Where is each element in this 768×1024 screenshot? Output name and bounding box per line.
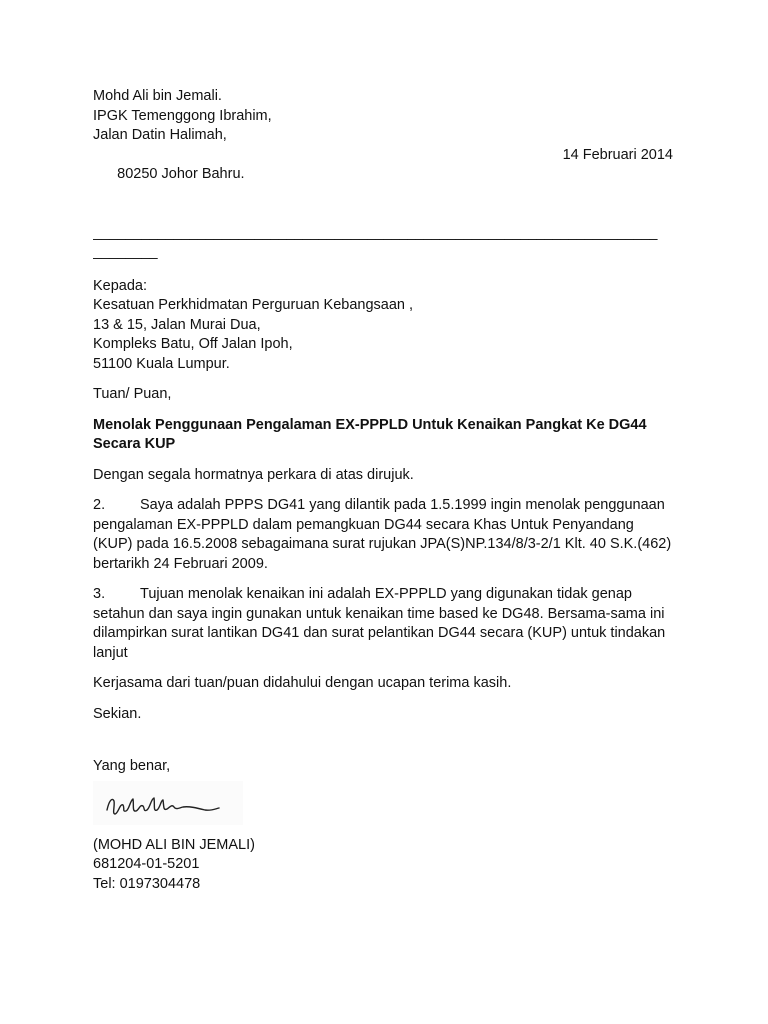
sender-address-line-1: IPGK Temenggong Ibrahim, xyxy=(93,107,272,124)
paragraph-5: Sekian. xyxy=(93,705,142,722)
recipient-organization: Kesatuan Perkhidmatan Perguruan Kebangsaan , xyxy=(93,297,414,313)
separator-line-1: ______________________________________________________________________ xyxy=(93,224,658,241)
paragraph-1: Dengan segala hormatnya perkara di atas dirujuk. xyxy=(93,466,414,483)
paragraph-2-number: 2. xyxy=(93,497,106,513)
sender-address-line-2: Jalan Datin Halimah, xyxy=(93,127,227,143)
sender-address-line-3: 80250 Johor Bahru. xyxy=(117,166,245,182)
separator-line-2: ________ xyxy=(93,244,158,260)
paragraph-2-text: Saya adalah PPPS DG41 yang dilantik pada 1.5.1999 ingin menolak penggunaan pengalaman EX-PPPLD dalam pemangkuan DG44 secara Khas Untuk Penyandang (KUP) pada 16.5.2008 sebagaimana surat rujukan JPA(S)NP.134/8/3-2/1 Klt. 40 S.K.(462) bertarikh 24 Februari 2009. xyxy=(93,497,672,572)
paragraph-3 xyxy=(93,585,673,663)
salutation: Tuan/ Puan, xyxy=(93,386,172,402)
signature-icon xyxy=(93,781,243,825)
paragraph-2 xyxy=(93,496,673,574)
signatory-phone: Tel: 0197304478 xyxy=(93,875,201,892)
sender-address-row-3 xyxy=(93,146,673,224)
closing-phrase: Yang benar, xyxy=(93,758,171,774)
recipient-address-line-2: Kompleks Batu, Off Jalan Ipoh, xyxy=(93,336,293,352)
paragraph-4: Kerjasama dari tuan/puan didahului dengan ucapan terima kasih. xyxy=(93,675,512,691)
recipient-address-line-1: 13 & 15, Jalan Murai Dua, xyxy=(93,316,261,333)
recipient-label: Kepada: xyxy=(93,277,148,294)
letter-body xyxy=(93,87,673,894)
signatory-ic-number: 681204-01-5201 xyxy=(93,856,200,872)
recipient-address-line-3: 51100 Kuala Lumpur. xyxy=(93,355,230,372)
sender-name: Mohd Ali bin Jemali. xyxy=(93,88,222,104)
letter-date: 14 Februari 2014 xyxy=(562,146,673,163)
signature-image xyxy=(93,781,243,825)
paragraph-3-text: Tujuan menolak kenaikan ini adalah EX-PPPLD yang digunakan tidak genap setahun dan saya ingin gunakan untuk kenaikan time based ke DG48. Bersama-sama ini dilampirkan surat lantikan DG41 dan surat pelantikan DG44 secara (KUP) untuk tindakan lanjut xyxy=(93,586,666,661)
paragraph-3-number: 3. xyxy=(93,586,106,602)
letter-subject: Menolak Penggunaan Pengalaman EX-PPPLD Untuk Kenaikan Pangkat Ke DG44 Secara KUP xyxy=(93,416,647,452)
signatory-name: (MOHD ALI BIN JEMALI) xyxy=(93,836,255,853)
